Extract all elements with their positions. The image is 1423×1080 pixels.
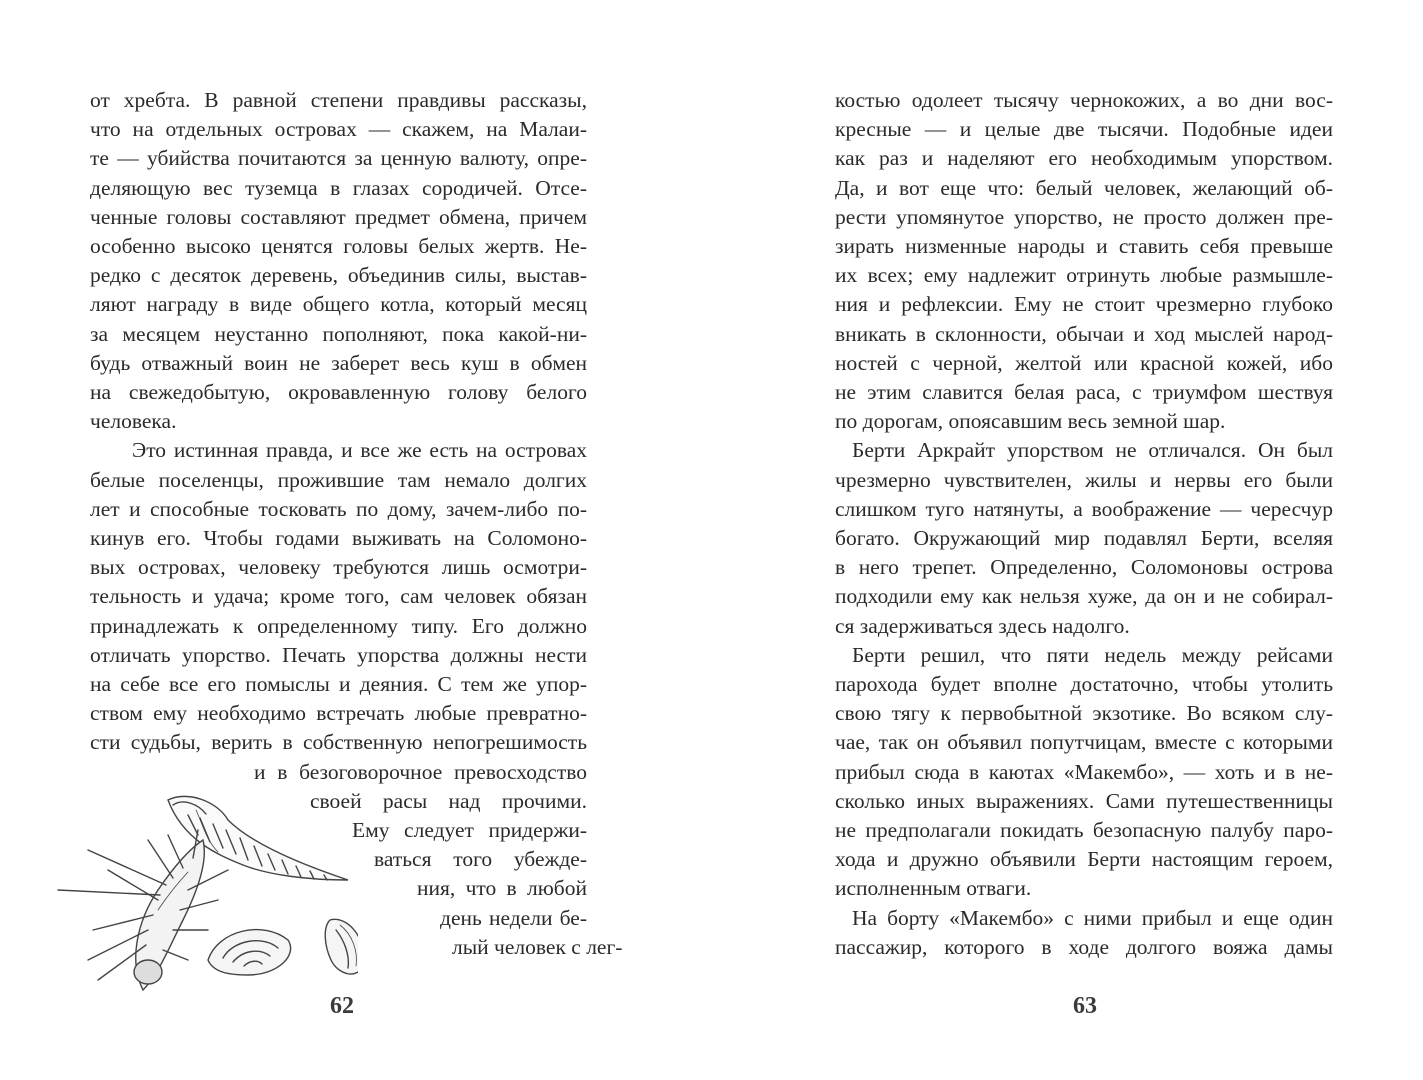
text-line: парохода будет вполне достаточно, чтобы утолить <box>835 672 1333 696</box>
text-line: ваться того убежде- <box>374 847 587 871</box>
text-line: ся задерживаться здесь надолго. <box>835 614 1130 638</box>
page-number: 63 <box>1073 993 1097 1019</box>
text-line: ченные головы составляют предмет обмена, причем <box>90 205 587 229</box>
text-line: зирать низменные народы и ставить себя превыше <box>835 234 1333 258</box>
text-line: что на отдельных островах — скажем, на Малаи- <box>90 117 587 141</box>
text-line: на себе все его помыслы и деяния. С тем же упор- <box>90 672 587 696</box>
text-line: Берти Аркрайт упорством не отличался. Он был <box>852 438 1333 462</box>
text-line: как раз и наделяют его необходимым упорством. <box>835 146 1333 170</box>
text-line: пассажир, которого в ходе долгого вояжа дамы <box>835 935 1333 959</box>
text-line: своей расы над прочими. <box>310 789 587 813</box>
text-line: Ему следует придержи- <box>352 818 587 842</box>
text-line: чрезмерно чувствителен, жилы и нервы его были <box>835 468 1333 492</box>
cowrie-shell <box>325 919 358 974</box>
text-line: вникать в склонности, обычаи и ход мыслей народ- <box>835 322 1333 346</box>
text-line: редко с десяток деревень, объединив силы, выстав- <box>90 263 587 287</box>
text-line: кресные — и целые две тысячи. Подобные идеи <box>835 117 1333 141</box>
text-line: деляющую вес туземца в глазах сородичей. Отсе- <box>90 176 587 200</box>
text-line: в него трепет. Определенно, Соломоновы острова <box>835 555 1333 579</box>
text-line: свою тягу к первобытной экзотике. Во всяком слу- <box>835 701 1333 725</box>
text-line: Берти решил, что пяти недель между рейсами <box>852 643 1333 667</box>
text-line: будь отважный воин не заберет весь куш в обмен <box>90 351 587 375</box>
text-line: кинув его. Чтобы годами выживать на Соломоно- <box>90 526 587 550</box>
text-line: день недели бе- <box>440 906 587 930</box>
text-line: рести упомянутое упорство, не просто должен пре- <box>835 205 1333 229</box>
text-line: лет и способные тосковать по дому, зачем-либо по- <box>90 497 587 521</box>
text-line: человека. <box>90 409 177 433</box>
text-line: подходили ему как нельзя хуже, да он и не собирал- <box>835 584 1333 608</box>
text-line: не этим славится белая раса, с триумфом шествуя <box>835 380 1333 404</box>
text-line: прибыл сюда в каютах «Макембо», — хоть и в не- <box>835 760 1333 784</box>
text-line: вых островах, человеку требуются лишь осмотри- <box>90 555 587 579</box>
text-line: не предполагали покидать безопасную палубу паро- <box>835 818 1333 842</box>
text-line: Да, и вот еще что: белый человек, желающий об- <box>835 176 1333 200</box>
text-line: лый человек с лег- <box>452 935 623 959</box>
spiny-shell <box>58 830 228 990</box>
text-line: ностей с черной, желтой или красной кожей, ибо <box>835 351 1333 375</box>
text-line: сти судьбы, верить в собственную непогрешимость <box>90 730 587 754</box>
text-line: Это истинная правда, и все же есть на островах <box>132 438 587 462</box>
text-line: на свежедобытую, окровавленную голову белого <box>90 380 587 404</box>
text-line: ляют награду в виде общего котла, который месяц <box>90 292 587 316</box>
text-line: сколько иных выражениях. Сами путешественницы <box>835 789 1333 813</box>
text-line: На борту «Макембо» с ними прибыл и еще один <box>852 906 1333 930</box>
page-number: 62 <box>330 993 354 1019</box>
text-line: от хребта. В равной степени правдивы рассказы, <box>90 88 587 112</box>
text-line: отличать упорство. Печать упорства должны нести <box>90 643 587 667</box>
text-line: костью одолеет тысячу чернокожих, а во дни вос- <box>835 88 1333 112</box>
text-line: чае, так он объявил попутчицам, вместе с которыми <box>835 730 1333 754</box>
text-line: те — убийства почитаются за ценную валюту, опре- <box>90 146 587 170</box>
seashell-illustration <box>48 780 358 1000</box>
text-line: слишком туго натянуты, а воображение — чересчур <box>835 497 1333 521</box>
text-line: по дорогам, опоясавшим весь земной шар. <box>835 409 1226 433</box>
text-line: особенно высоко ценятся головы белых жертв. Не- <box>90 234 587 258</box>
text-line: хода и дружно объявили Берти настоящим героем, <box>835 847 1333 871</box>
text-line: ством ему необходимо встречать любые превратно- <box>90 701 587 725</box>
text-line: их всех; ему надлежит отринуть любые размышле- <box>835 263 1333 287</box>
text-line: и в безоговорочное превосходство <box>254 760 587 784</box>
text-line: ния и рефлексии. Ему не стоит чрезмерно глубоко <box>835 292 1333 316</box>
text-line: богато. Окружающий мир подавлял Берти, вселяя <box>835 526 1333 550</box>
text-line: за месяцем неустанно пополняют, пока какой-ни- <box>90 322 587 346</box>
text-line: белые поселенцы, прожившие там немало долгих <box>90 468 587 492</box>
text-line: принадлежать к определенному типу. Его должно <box>90 614 587 638</box>
text-line: ния, что в любой <box>417 876 587 900</box>
snail-shell <box>208 930 291 975</box>
text-line: тельность и удача; кроме того, сам человек обязан <box>90 584 587 608</box>
text-line: исполненным отваги. <box>835 876 1032 900</box>
